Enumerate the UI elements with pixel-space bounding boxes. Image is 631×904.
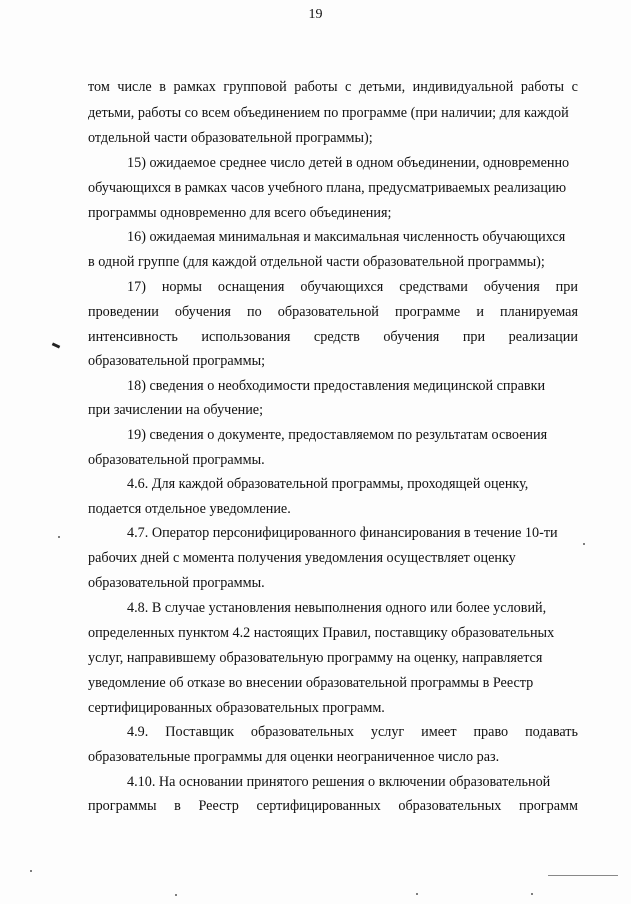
scan-speck: [416, 893, 418, 895]
text-word: обучения: [483, 279, 540, 295]
text-line: подается отдельное уведомление.: [88, 501, 291, 517]
text-word: в: [174, 798, 181, 814]
text-line: 4.10. На основании принятого решения о включении образовательной: [127, 774, 551, 790]
text-line: обучающихся в рамках часов учебного плана, предусматриваемых реализацию: [88, 180, 567, 196]
text-line: сертифицированных образовательных программ.: [88, 700, 385, 716]
text-word: оснащения: [217, 279, 285, 295]
text-word: и: [476, 304, 484, 320]
text-word: право: [473, 724, 509, 740]
text-word: индивидуальной: [412, 79, 514, 95]
text-line: 16) ожидаемая минимальная и максимальная численность обучающихся: [127, 229, 566, 245]
text-word: Реестр: [198, 798, 239, 814]
text-line: рабочих дней с момента получения уведомления осуществляет оценку: [88, 550, 516, 566]
text-word: сертифицированных: [256, 798, 381, 814]
text-word: 17): [127, 279, 146, 295]
text-line: [88, 303, 578, 321]
text-line: 18) сведения о необходимости предоставления медицинской справки: [127, 378, 546, 394]
scan-edge-line: [548, 875, 618, 876]
text-word: нормы: [161, 279, 202, 295]
text-word: с: [345, 79, 352, 95]
text-line: [127, 278, 578, 296]
text-word: по: [247, 304, 262, 320]
text-word: имеет: [421, 724, 457, 740]
text-line: [88, 328, 578, 346]
text-line: 19) сведения о документе, предоставляемом по результатам освоения: [127, 427, 548, 443]
text-word: программ: [519, 798, 578, 814]
text-word: образовательных: [398, 798, 502, 814]
scan-speck: [175, 894, 177, 896]
text-word: групповой: [223, 79, 287, 95]
text-line: отдельной части образовательной программы);: [88, 130, 373, 146]
scan-speck: [58, 536, 60, 538]
text-line: образовательные программы для оценки неограниченное число раз.: [88, 749, 500, 765]
text-word: планируемая: [500, 304, 578, 320]
text-word: при: [555, 279, 578, 295]
text-word: средствами: [399, 279, 468, 295]
text-line: в одной группе (для каждой отдельной части образовательной программы);: [88, 254, 545, 270]
text-line: программы одновременно для всего объединения;: [88, 205, 392, 221]
text-line: 4.8. В случае установления невыполнения одного или более условий,: [127, 600, 547, 616]
text-line: [88, 797, 578, 815]
text-word: при: [462, 329, 486, 345]
text-word: образовательных: [250, 724, 354, 740]
text-word: 4.9.: [127, 724, 149, 740]
text-word: обучения: [174, 304, 231, 320]
page-number: 19: [308, 7, 323, 22]
text-word: подавать: [525, 724, 578, 740]
text-word: программе: [394, 304, 461, 320]
text-word: с: [571, 79, 578, 95]
text-word: рамках: [173, 79, 216, 95]
text-word: работы: [520, 79, 565, 95]
text-word: в: [159, 79, 166, 95]
text-line: 4.6. Для каждой образовательной программы, проходящей оценку,: [127, 476, 529, 492]
text-line: образовательной программы.: [88, 575, 265, 591]
text-line: [127, 723, 578, 741]
text-word: Поставщик: [165, 724, 234, 740]
text-word: интенсивность: [88, 329, 178, 345]
text-word: использования: [201, 329, 291, 345]
scan-mark: [52, 342, 61, 348]
text-word: образовательной: [277, 304, 379, 320]
text-word: программы: [88, 798, 157, 814]
text-line: образовательной программы.: [88, 452, 265, 468]
text-line: определенных пунктом 4.2 настоящих Правил, поставщику образовательных: [88, 625, 555, 641]
text-line: услуг, направившему образовательную программу на оценку, направляется: [88, 650, 543, 666]
text-line: уведомление об отказе во внесении образовательной программы в Реестр: [88, 675, 534, 691]
text-word: средств: [313, 329, 360, 345]
text-word: обучающихся: [300, 279, 384, 295]
text-word: реализации: [508, 329, 578, 345]
text-word: обучения: [383, 329, 440, 345]
text-word: проведении: [88, 304, 159, 320]
scan-speck: [531, 893, 533, 895]
text-word: детьми,: [358, 79, 406, 95]
text-line: 4.7. Оператор персонифицированного финансирования в течение 10-ти: [127, 525, 558, 541]
text-word: услуг: [370, 724, 405, 740]
text-line: образовательной программы;: [88, 353, 266, 369]
scan-speck: [583, 543, 585, 545]
text-line: 15) ожидаемое среднее число детей в одном объединении, одновременно: [127, 155, 570, 171]
text-line: детьми, работы со всем объединением по программе (при наличии; для каждой: [88, 105, 569, 121]
scan-speck: [30, 870, 32, 872]
text-word: работы: [294, 79, 338, 95]
text-word: том: [88, 79, 110, 95]
text-line: [88, 78, 578, 96]
text-line: при зачислении на обучение;: [88, 402, 264, 418]
text-word: числе: [117, 79, 152, 95]
